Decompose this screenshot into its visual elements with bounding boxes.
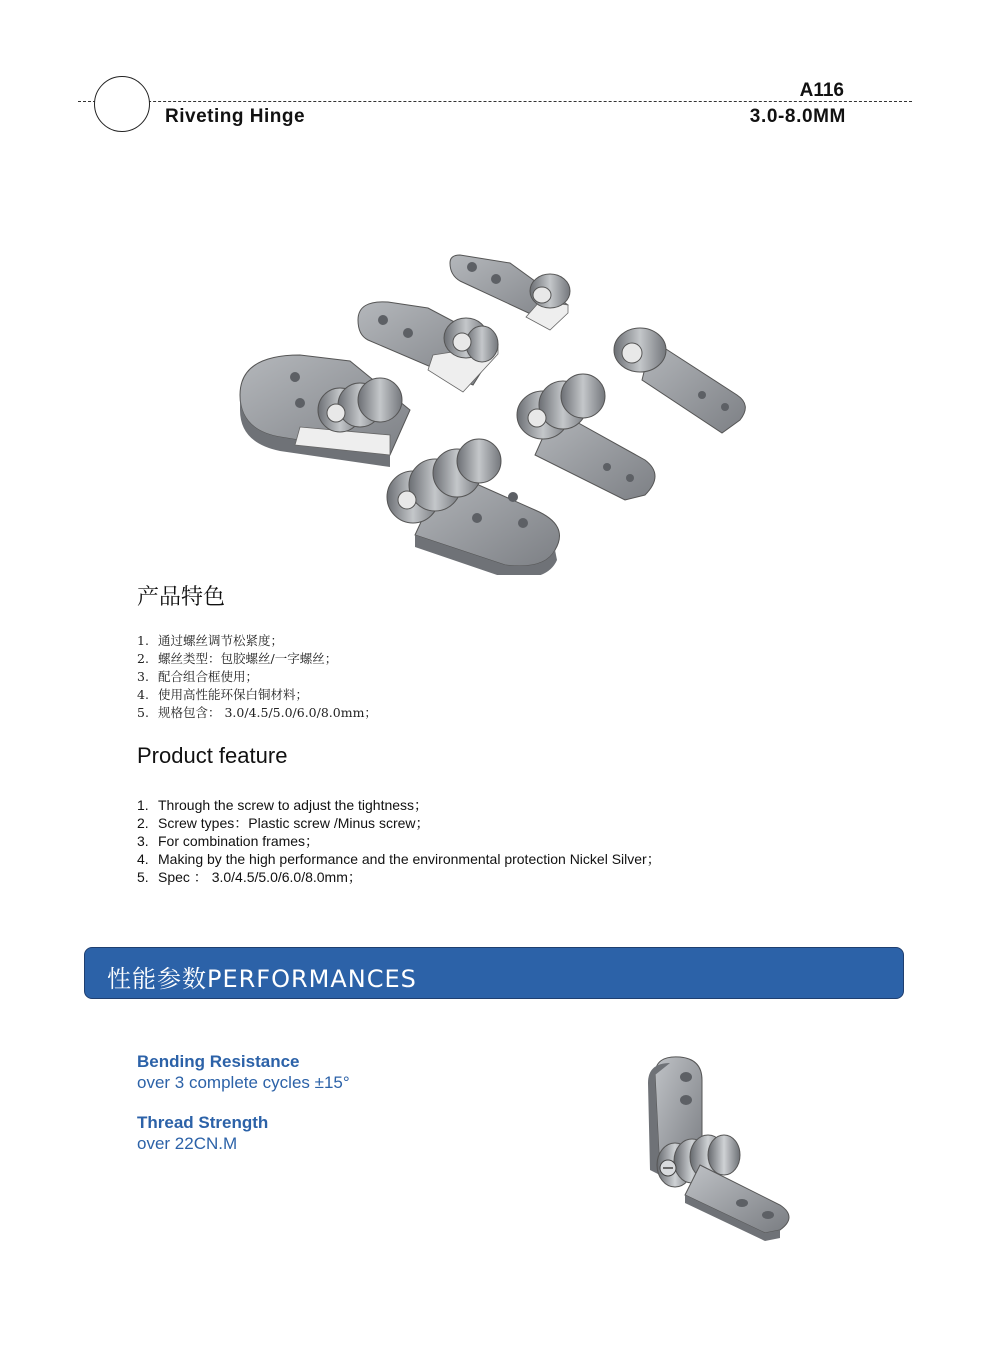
header-circle	[94, 76, 150, 132]
features-cn-list	[137, 632, 377, 722]
list-item: 5. 规格包含： 3.0/4.5/5.0/6.0/8.0mm；	[137, 705, 377, 720]
bending-resistance-value: over 3 complete cycles ±15°	[137, 1073, 350, 1092]
list-item: 4. 使用高性能环保白铜材料；	[137, 687, 309, 702]
list-item: 2. 螺丝类型：包胶螺丝/一字螺丝；	[137, 651, 338, 666]
features-en-heading: Product feature	[137, 743, 288, 768]
list-item: 2. Screw types：Plastic screw /Minus screw；	[137, 815, 430, 831]
list-item: 1. 通过螺丝调节松紧度；	[137, 633, 284, 648]
hinge-assembled-image	[630, 1045, 810, 1245]
hinge-large-round	[240, 355, 410, 467]
list-item: 3. For combination frames；	[137, 833, 320, 849]
thread-strength-label: Thread Strength	[137, 1113, 269, 1132]
product-code: A116	[799, 80, 844, 101]
page-title: Riveting Hinge	[165, 106, 306, 127]
performances-banner	[84, 947, 904, 999]
hinge-medium-right	[517, 374, 655, 500]
list-item: 5. Spec ： 3.0/4.5/5.0/6.0/8.0mm；	[137, 869, 362, 885]
performances-banner-title: 性能参数PERFORMANCES	[107, 965, 417, 993]
bending-resistance-label: Bending Resistance	[137, 1052, 300, 1071]
list-item: 3. 配合组合框使用；	[137, 669, 259, 684]
list-item: 4. Making by the high performance and the environmental protection Nickel Silver；	[137, 851, 661, 867]
features-cn-heading: 产品特色	[137, 585, 226, 610]
features-en-list	[137, 796, 661, 886]
thread-strength-value: over 22CN.M	[137, 1134, 238, 1153]
hinge-variants-image	[230, 245, 770, 575]
size-range: 3.0-8.0MM	[749, 106, 846, 127]
hinge-large-bottom	[387, 439, 560, 575]
list-item: 1. Through the screw to adjust the tightness；	[137, 797, 429, 813]
header-dashed-line	[78, 101, 912, 102]
hinge-small-right	[614, 328, 745, 433]
